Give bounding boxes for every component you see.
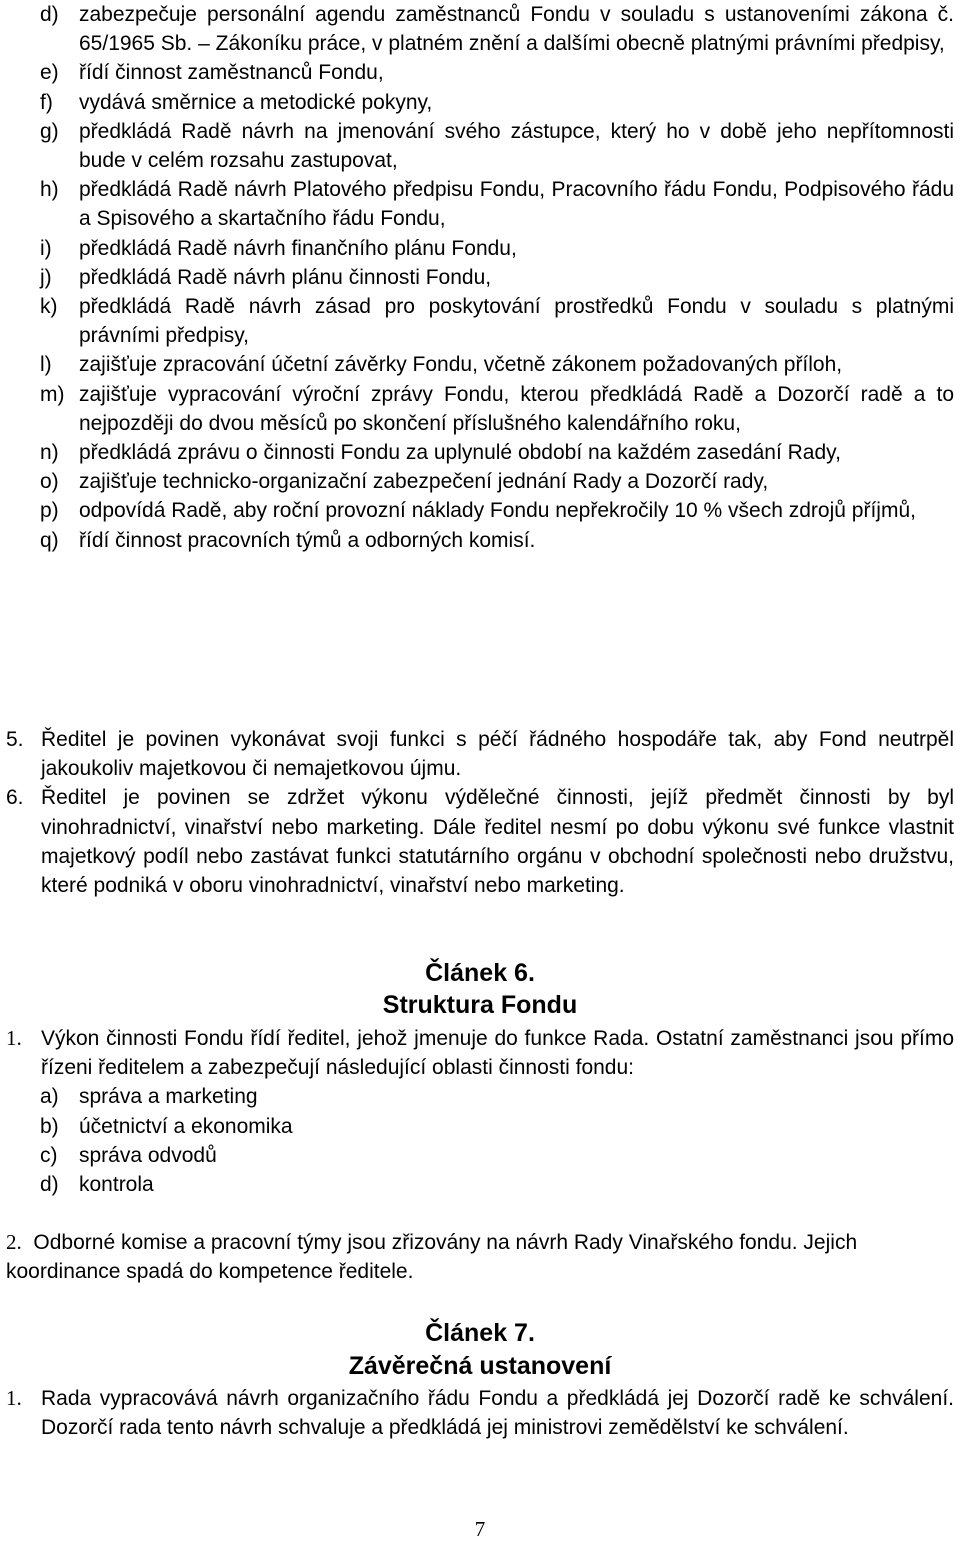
- list-item: f) vydává směrnice a metodické pokyny,: [40, 90, 433, 114]
- list-item: o) zajišťuje technicko-organizační zabezpečení jednání Rady a Dozorčí rady,: [40, 470, 769, 494]
- list-item: d) zabezpečuje personální agendu zaměstnanců Fondu v souladu s ustanoveními zákona č. 65/1965 Sb. – Zákoníku práce, v platném znění a dalšími obecně platnými právními předpisy,: [40, 3, 954, 56]
- page-number: 7: [474, 1517, 486, 1541]
- numbered-paragraph: 6. Ředitel je povinen se zdržet výkonu výdělečné činnosti, jejíž předmět činnosti by byl vinohradnictví, vinařství nebo marketing. Dále ředitel nesmí po dobu výkonu své funkce vlastnit majetkový podíl nebo zastávat funkci statutárního orgánu v obchodní společnosti nebo družstvu, které podniká v oboru vinohradnictví, vinařství nebo marketing.: [6, 786, 954, 898]
- article-7-number: Článek 7.: [425, 1319, 535, 1347]
- activity-areas-list: [0, 1082, 960, 1199]
- list-item: q) řídí činnost pracovních týmů a odborných komisí.: [40, 528, 536, 552]
- list-item: i) předkládá Radě návrh finančního plánu Fondu,: [40, 236, 517, 260]
- numbered-paragraph: 5. Ředitel je povinen vykonávat svoji funkci s péčí řádného hospodáře tak, aby Fond neutrpěl jakoukoliv majetkovou či nemajetkovou újmu.: [6, 728, 954, 781]
- list-item: c) správa odvodů: [40, 1143, 217, 1167]
- director-obligations-list: [0, 725, 960, 900]
- list-item: m) zajišťuje vypracování výroční zprávy Fondu, kterou předkládá Radě a Dozorčí radě a to nejpozději do dvou měsíců po skončení příslušného kalendářního roku,: [40, 382, 954, 435]
- article-6-title: Struktura Fondu: [382, 991, 578, 1019]
- list-item: b) účetnictví a ekonomika: [40, 1114, 293, 1138]
- list-item: h) předkládá Radě návrh Platového předpisu Fondu, Pracovního řádu Fondu, Podpisového řádu a Spisového a skartačního řádu Fondu,: [40, 178, 954, 231]
- director-duties-list: [0, 0, 960, 555]
- article-6-point-2: 2. Odborné komise a pracovní týmy jsou zřizovány na návrh Rady Vinařského fondu. Jejich koordinance spadá do kompetence ředitele.: [6, 1230, 858, 1284]
- list-item: j) předkládá Radě návrh plánu činnosti Fondu,: [40, 265, 492, 289]
- article-7-body: [0, 1384, 960, 1442]
- list-item: a) správa a marketing: [40, 1085, 258, 1109]
- numbered-paragraph: 1. Výkon činnosti Fondu řídí ředitel, jehož jmenuje do funkce Rada. Ostatní zaměstnanci jsou přímo řízeni ředitelem a zabezpečují následující oblasti činnosti fondu:: [6, 1026, 954, 1080]
- article-6-body: [0, 1024, 960, 1199]
- list-item: p) odpovídá Radě, aby roční provozní náklady Fondu nepřekročily 10 % všech zdrojů příjmů,: [40, 499, 916, 523]
- article-6-number: Článek 6.: [425, 959, 535, 987]
- list-item: k) předkládá Radě návrh zásad pro poskytování prostředků Fondu v souladu s platnými právními předpisy,: [40, 295, 954, 348]
- list-item: l) zajišťuje zpracování účetní závěrky Fondu, včetně zákonem požadovaných příloh,: [40, 353, 843, 377]
- article-7-title: Závěrečná ustanovení: [348, 1352, 612, 1380]
- numbered-paragraph: 1. Rada vypracovává návrh organizačního řádu Fondu a předkládá jej Dozorčí radě ke schválení. Dozorčí rada tento návrh schvaluje a předkládá jej ministrovi zemědělství ke schválení.: [6, 1386, 954, 1440]
- list-item: e) řídí činnost zaměstnanců Fondu,: [40, 61, 384, 85]
- list-item: n) předkládá zprávu o činnosti Fondu za uplynulé období na každém zasedání Rady,: [40, 441, 841, 465]
- list-item: g) předkládá Radě návrh na jmenování svého zástupce, který ho v době jeho nepřítomnosti bude v celém rozsahu zastupovat,: [40, 119, 954, 173]
- list-item: d) kontrola: [40, 1173, 154, 1197]
